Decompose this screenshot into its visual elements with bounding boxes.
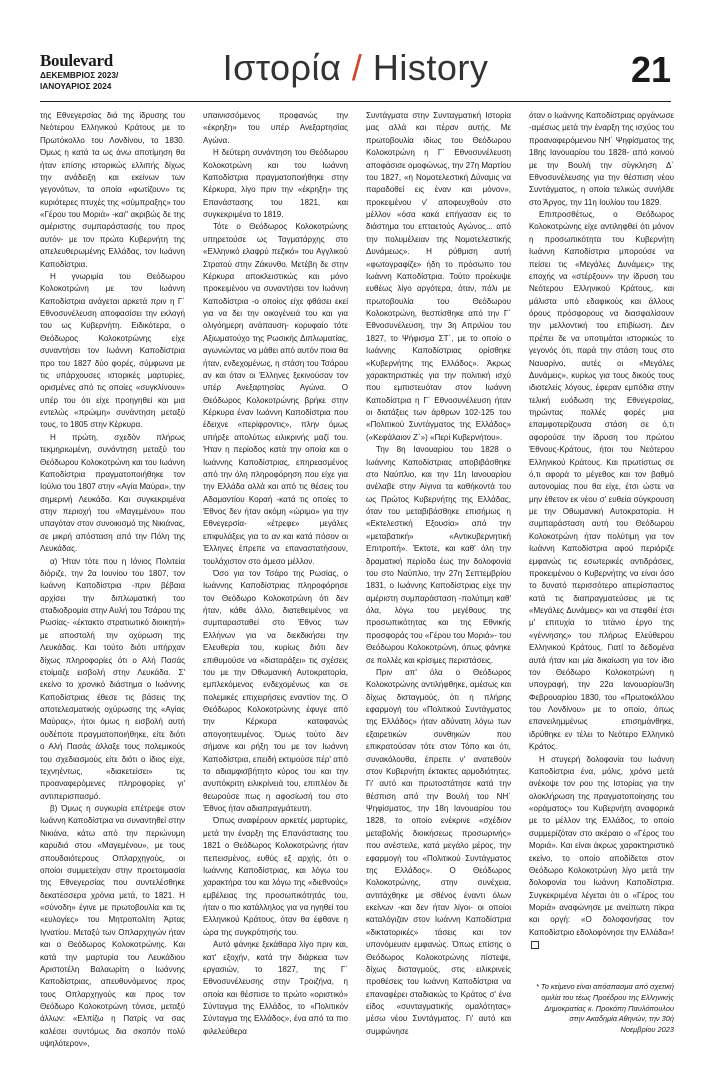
paragraph: της Εθνεγερσίας διά της ίδρυσης του Νεότερου Ελληνικού Κράτους με το Πρωτόκολλο του Λονδίνου, το 1830. Όμως η κατά τα ως άνω αποτίμηση θα ήταν επίσης ιστορικώς ελλιπής δίχως την ανάδειξη και εκείνων των γεγονότων, τα οποία «φωτίζουν» τις κυριότερες πτυχές της «σύμπραξης» του «Γέρου του Μοριά» -και" ακριβώς δε της αμέριστης συμπαράστασής του προς αυτόν- με τον πρώτο Κυβερνήτη της απελευθερωμένης Ελλάδας, τον Ιωάννη Καποδίστρια.	[40, 111, 185, 269]
paragraph: Η δεύτερη συνάντηση του Θεόδωρου Κολοκοτρώνη και του Ιωάννη Καποδίστρια πραγματοποιήθηκε στην Κέρκυρα, λίγο πριν την «έκρηξη» της Επανάστασης του 1821, και συγκεκριμένα το 1819.	[203, 148, 348, 219]
paragraph: Όσο για τον Τσάρο της Ρωσίας, ο Ιωάννης Καποδίστριας πληροφόρησε τον Θεόδωρο Κολοκοτρώνη ότι δεν ήταν, κάθε άλλο, διατεθειμένος να συμπαρασταθεί στο Έθνος των Ελλήνων για να διεκδικήσει την Ελευθερία του, κυρίως διότι δεν επιθυμούσε να «διαταράξει» τις σχέσεις του με την Οθωμανική Αυτοκρατορία, εμπλεκόμενος ενδεχομένως και σε πολεμικές επιχειρήσεις εναντίον της. Ο Θεόδωρος Κολοκοτρώνης έφυγε από την Κέρκυρα καταφανώς απογοητευμένος. Όμως τούτο δεν σήμανε και ρήξη του με τον Ιωάννη Καποδίστρια, επειδή εκτιμούσε πέρ' από το αδιαμφισβήτητο κύρος του και την ανυπόκριτη ειλικρίνειά του, επιπλέον δε θεωρούσε πως η αφοσίωσή του στο Έθνος ήταν αδιαπραγμάτευτη.	[203, 568, 348, 813]
text-column-4	[529, 110, 674, 1050]
section-title-english: History	[372, 47, 489, 88]
text-column-1	[40, 110, 185, 1050]
paragraph: Όπως αναφέρουν αρκετές μαρτυρίες, μετά την έναρξη της Επανάστασης του 1821 ο Θεόδωρος Κολοκοτρώνης ήταν πεπεισμένος, ευθύς εξ αρχής, ότι ο Ιωάννης Καποδίστριας, και λόγω του χαρακτήρα του και λόγω της «διεθνούς» εμβέλειας της προσωπικότητάς του, ήταν ο πιο κατάλληλος για να ηγηθεί του Ελληνικού Κράτους, όταν θα έφθανε η ώρα της συγκρότησής του.	[203, 816, 348, 937]
header-rule	[40, 101, 671, 102]
end-of-article-icon	[531, 941, 539, 949]
text-column-3	[366, 110, 511, 1050]
paragraph: β) Όμως η συγκυρία επέτρεψε στον Ιωάννη Καποδίστρια να συναντηθεί στην Νικιάνα, κάτω από την περιώνυμη καρυδιά στου «Μαγεμένου», με τους σπουδαιότερους Οπλαρχηγούς, οι οποίοι συμμετείχαν στην προετοιμασία της Εθνεγερσίας που συντελέσθηκε δεκατέσσερα χρόνια μετά, το 1821. Η «σύνοδη» έγινε με πρωτοβουλία και τις «ευλογίες» του Μητροπολίτη Άρτας Ιγνατίου. Μεταξύ των Οπλαρχηγών ήταν και ο Θεόδωρος Κολοκοτρώνης. Και κατά την μαρτυρία του Λευκάδιου Αριστοτέλη Βαλαωρίτη ο Ιωάννης Καποδίστριας, απευθυνόμενος προς τους Οπλαρχηγούς και προς τον Θεόδωρο Κολοκοτρώνη τόνισε, μεταξύ άλλων: «Ελπίζω η Πατρίς να σας καλέσει συντόμως δια σκοπόν πολύ υψηλότερον»,	[40, 804, 185, 1049]
text-column-2	[203, 110, 348, 1050]
issue-date-line2: ΙΑΝΟΥΑΡΙΟΣ 2024	[40, 81, 112, 91]
page-header	[40, 47, 671, 100]
magazine-logo: Boulevard	[40, 51, 113, 70]
footnote: * Το κείμενο είναι απόσπασμα από σχετική ομιλία του τέως Προέδρου της Ελληνικής Δημοκρατίας κ. Προκόπη Παυλόπουλου στην Ακαδημία Αθηνών, την 30ή Νοεμβρίου 2023	[535, 982, 674, 1035]
article-body	[40, 110, 674, 1050]
paragraph: Τότε ο Θεόδωρος Κολοκοτρώνης υπηρετούσε ως Ταγματάρχης στο «Ελληνικό ελαφρύ πεζικό» του Αγγλικού Στρατού στην Ζάκυνθο. Μετέβη δε στην Κέρκυρα αποκλειστικώς και μόνο προκειμένου να συναντήσει τον Ιωάννη Καποδίστρια -ο οποίος είχε φθάσει εκεί για να δει την οικογένειά του και για ολιγόημερη ανάπαυση- κορυφαίο τότε Αξιωματούχο της Ρωσικής Διπλωματίας, αγωνιώντας να μάθει από αυτόν ποια θα ήταν, ενδεχομένως, η στάση του Τσάρου αν και όταν οι Έλληνες ξεκινούσαν τον υπέρ Ανεξαρτησίας Αγώνα. Ο Θεόδωρος Κολοκοτρώνης βρήκε στην Κέρκυρα έναν Ιωάννη Καποδίστρια που έδειχνε «περίφροντις», πλην όμως υπήρξε απολύτως ειλικρινής μαζί του. Ήταν η περίοδος κατά την οποία και ο Ιωάννης Καποδίστριας, επηρεασμένος από την όλη πληροφόρηση που είχε για την Ελλάδα αλλά και από τις θέσεις του Αδαμαντίου Κοραή -κατά τις οποίες το Έθνος δεν ήταν ακόμη «ώριμο» για την Εθνεγερσία- «έτρεφε» μεγάλες επιφυλάξεις για το αν και κατά πόσον οι Έλληνες έπρεπε να επαναστατήσουν, τουλάχιστον στο άμεσο μέλλον.	[203, 222, 348, 566]
paragraph: Η πρώτη, σχεδόν πλήρως τεκμηριωμένη, συνάντηση μεταξύ του Θεόδωρου Κολοκοτρώνη και του Ιωάννη Καποδίστρια πραγματοποιήθηκε τον Ιούλιο του 1807 στην «Αγία Μαύρα», την σημερινή Λευκάδα. Και συγκεκριμένα στην περιοχή του «Μαγεμένου» που υπαγόταν στον συνοικισμό της Νικιάνας, σε μικρή απόσταση από την Πόλη της Λευκάδας.	[40, 432, 185, 554]
paragraph: Η γνωριμία του Θεόδωρου Κολοκοτρώνη με τον Ιωάννη Καποδίστρια ανάγεται αρκετά πριν η Γ΄ Εθνοσυνέλευση αποφασίσει την εκλογή του ως Κυβερνήτη. Ειδικότερα, ο Θεόδωρος Κολοκοτρώνης είχε συναντήσει τον Ιωάννη Καποδίστρια προ του 1827 δύο φορές, σύμφωνα με τις υπάρχουσες ιστορικές μαρτυρίες, ορισμένες από τις οποίες «συγκλίνουν» υπέρ του ότι είχε προηγηθεί και μια εντελώς «πρώιμη» συνάντηση μεταξύ τους, το 1805 στην Κέρκυρα.	[40, 271, 185, 430]
paragraph: υπαινισσόμενος προφανώς την «έκρηξη» του υπέρ Ανεξαρτησίας Αγώνα.	[203, 111, 348, 145]
section-title	[40, 46, 671, 90]
paragraph: Επιπροσθέτως, ο Θεόδωρος Κολοκοτρώνης είχε αντιληφθεί ότι μόνον η προσωπικότητα του Κυβερνήτη Ιωάννη Καποδίστρια μπορούσε να πείσει τις «Μεγάλες Δυνάμεις» της εποχής να «στέρξουν» την ίδρυση του Νεότερου Ελληνικού Κράτους, και μάλιστα υπό εδαφικούς και άλλους όρους πρόσφορους να διασφαλίσουν την μελλοντική του επιβίωση. Δεν πρέπει δε να υποτιμάται ιστορικώς το γεγονός ότι, παρά την στάση τους στο Ναυαρίνο, αυτές οι «Μεγάλες Δυνάμεις», κυρίως για τους δικούς τους ιδιοτελείς λόγους, έφεραν εμπόδια στην τελική ευόδωση της Εθνεγερσίας, τηρώντας πολλές φορές μια επαμφοτερίζουσα στάση σε ό,τι αφορούσε την ίδρυση του πρώτου Έθνους-Κράτους, ήτοι του Νεότερου Ελληνικού Κράτους. Και πρωτίστως σε ό,τι αφορά το μέγεθος και τον βαθμό αυτονομίας που θα είχε, έτσι ώστε να μην έθετον εκ νέου σ' ευθεία σύγκρουση με την Οθωμανική Αυτοκρατορία. Η συμπαράσταση αυτή του Θεόδωρου Κολοκοτρώνη ήταν πολύτιμη για τον Ιωάννη Καποδίστρια αφού περιόριζε εμφανώς τις εσωτερικές αντιδράσεις, προκειμένου ο Κυβερνήτης να είναι όσο το δυνατό περισσότερο απερίσπαστος κατά τις διαπραγματεύσεις με τις «Μεγάλες Δυνάμεις» και να στεφθεί έτσι μ' επιτυχία το τιτάνιο έργο της «γέννησης» του πλήρως Ελεύθερου Ελληνικού Κράτους. Γιατί το δεδομένα αυτά ήταν και μία δικαίωση για τον ίδιο τον Θεόδωρο Κολοκοτρώνη η υπογραφή, την 22α Ιανουαρίου/3η Φεβρουαρίου 1830, του «Πρωτοκόλλου του Λονδίνου» με το οποίο, όπως επανειλημμένως επισημάνθηκε, ιδρύθηκε εν τέλει το Νεότερο Ελληνικό Κράτος.	[529, 210, 674, 752]
page-number: 21	[630, 49, 671, 90]
paragraph: Συντάγματα στην Συνταγματική Ιστορία μας αλλά και πέραν αυτής. Με πρωτοβουλία ιδίως του Θεόδωρου Κολοκοτρώνη η Γ΄ Εθνοσυνέλευση αποφάσισε ομοφώνως, την 27η Μαρτίου του 1827, «η Νομοτελεστική Δύναμις να παραδοθεί εις έναν και μόνον», προκειμένου ν' αποφευχθούν στο μέλλον «όσα κακά επήγασαν εις το διάστημα του επταετούς Αγώνος... από την πολυμέλειαν της Νομοτελεστικής Δυνάμεως». Η ρύθμιση αυτή «φωτογραφίζε» ήδη το πρόσωπο του Ιωάννη Καποδίστρια. Τούτο προέκυψε ευθέως λίγο αργότερα, όταν, πάλι με πρωτοβουλία του Θεόδωρου Κολοκοτρώνη, θεσπίσθηκε από την Γ΄ Εθνοσυνέλευση, την 3η Απριλίου του 1827, το Ψήφισμα ΣΤ΄, με το οποίο ο Ιωάννης Καποδίστριας ορίσθηκε «Κυβερνήτης της Ελλάδος». Άκρως χαρακτηριστικές για την πολιτική ισχύ που εμπιστευόταν στον Ιωάννη Καποδίστρια η Γ΄ Εθνοσυνέλευση ήταν οι διατάξεις των άρθρων 102-125 του «Πολιτικού Συντάγματος της Ελλάδος» («Κεφάλαιον Ζ΄») «Περί Κυβερνήτου».	[366, 111, 511, 442]
section-title-separator: /	[351, 47, 363, 88]
paragraph: α) Ήταν τότε που η Ιόνιος Πολιτεία διόριζε, την 2α Ιουνίου του 1807, τον Ιωάννη Καποδίστρια -πριν βέβαια αρχίσει την διπλωματική του σταδιοδρομία στην Αυλή του Τσάρου της Ρωσίας- «έκτακτο στρατιωτικό διοικητή» με αποστολή την οχύρωση της Λευκάδας. Και τούτο διότι υπήρχαν δίχως πληροφορίες ότι ο Αλή Πασάς ετοίμαζε εισβολή στην Λευκάδα. Σ' εκείνο το χρονικό διάστημα ο Ιωάννης Καποδίστριας έθεσε τις βάσεις της αποτελεσματικής οχύρωσης της «Αγίας Μαύρας», ήτοι όμως η εισβολή αυτή ουδέποτε πραγματοποιήθηκε, είτε διότι ο Αλή Πασάς άλλαξε τους πολεμικούς του σχεδιασμούς είτε διότι ο ίδιος είχε, τεχνηέντως, «διακετείσει» τις προαναφερόμενες πληροφορίες γι' αντιπερισπασμό.	[40, 556, 185, 801]
paragraph: Αυτό φάνηκε ξεκάθαρα λίγο πριν και, κατ' εξοχήν, κατά την διάρκεια των εργασιών, το 1827, της Γ΄ Εθνοσυνέλευσης στην Τροιζήνα, η οποία και θέσπισε το πρώτο «οριστικό» Σύνταγμα της Ελλάδος, το «Πολιτικόν Σύνταγμα της Ελλάδος», ένα από τα πιο φιλελεύθερα	[203, 940, 348, 1036]
closing-paragraph	[529, 754, 674, 952]
closing-text: Η στυγερή δολοφονία του Ιωάννη Καποδίστρια ένα, μόλις, χρόνο μετά ανέκοψε τον ρου της Ιστορίας για την ολοκλήρωση της πραγματοποίησης του «οράματος» του Κυβερνήτη αναφορικά με το μέλλον της Ελλάδος, το οποίο συμμερίζόταν στο ακέραιο ο «Γέρος του Μοριά». Και είναι άκρως χαρακτηριστικό εκείνο, το οποίο αποδίδεται στον Θεόδωρο Κολοκοτρώνη λίγο μετά την δολοφονία του Ιωάννη Καποδίστρια. Συγκεκριμένα λέγεται ότι ο «Γέρος του Μοριά» αναφώνησε με ανείπωτη πίκρα και οργή: «Ο δολοφονήσας τον Καποδίστριο εδολοφόνησε την Ελλάδα»!	[529, 754, 674, 937]
paragraph: όταν ο Ιωάννης Καποδίστριας οργάνωσε -αμέσως μετά την έναρξη της ισχύος του προαναφερόμενου ΝΗ΄ Ψηφίσματος της 18ης Ιανουαρίου του 1828- από κοινού με την Βουλή την σύγκληση Δ΄ Εθνοσυνέλευσης για την θέσπιση νέου Συντάγματος, η οποία τελικώς συνήλθε στο Άργος, την 11η Ιουλίου του 1829.	[529, 111, 674, 207]
paragraph: Την 8η Ιανουαρίου του 1828 ο Ιωάννης Καποδίστριας αποβιβάσθηκε στο Ναύπλιο, και την 11η Ιανουαρίου ανέλαβε στην Αίγινα τα καθήκοντά του ως Πρώτος Κυβερνήτης της Ελλάδας, όταν του μεταβιβάσθηκε επισήμως η «Εκτελεστική Εξουσία» από την «μεταβατική» «Αντικυβερνητική Επιτροπή». Έκτοτε, και καθ' όλη την δραματική περίοδο έως την δολοφονία του στο Ναύπλιο, την 27η Σεπτεμβρίου 1831, ο Ιωάννης Καποδίστριας είχε την αμέριστη συμπαράσταση -πολύτιμη καθ' όλα, λόγω του μεγέθους της προσωπικότητας και της Εθνικής προσφοράς του «Γέρου του Μοριά»- του Θεόδωρου Κολοκοτρώνη, όπως φάνηκε σε πολλές και κρίσιμες περιστάσεις.	[366, 445, 511, 665]
section-title-greek: Ιστορία	[222, 47, 342, 88]
issue-date-line1: ΔΕΚΕΜΒΡΙΟΣ 2023/	[40, 70, 119, 80]
paragraph: Πριν απ' όλα ο Θεόδωρος Κολοκοτρώνης αντιλήφθηκε, αμέσως και δίχως δισταγμούς, ότι η πλήρης εφαρμογή του «Πολιτικού Συντάγματος της Ελλάδος» ήταν αδύνατη λόγω των εξαιρετικών συνθηκών που επικρατούσαν τότε στον Τόπο και ότι, συνακόλουθα, έπρεπε ν' ανατεθούν στον Κυβερνήτη έκτακτες αρμοδιότητες. Γι' αυτό και πρωτοστάτησε κατά την θέσπιση από την Βουλή του ΝΗ΄ Ψηφίσματος, την 18η Ιανουαρίου του 1828, το οποίο ενέκρινε «σχέδιον μεταβολής διοικήσεως προσωρινής» που ανέστειλε, κατά μεγάλο μέρος, την εφαρμογή του «Πολιτικού Συντάγματος της Ελλάδος». Ο Θεόδωρος Κολοκοτρώνης, στην συνέχεια, αντιτάχθηκε με σθένος έναντι όλων εκείνων -και δεν ήταν λίγοι- οι οποίοι καταλόγιζαν στον Ιωάννη Καποδίστρια «δικτατορικές» τάσεις και τον υπονόμευαν εμφανώς. Όπως επίσης ο Θεόδωρος Κολοκοτρώνης πίστεψε, δίχως δισταγμούς, στις ειλικρινείς προθέσεις του Ιωάννη Καποδίστρια να επαναφέρει σταδιακώς το Κράτος σ' ένα είδος «συνταγματικής ομαλότητας» μέσω νέου Συντάγματος. Γι' αυτό και συμφώνησε	[366, 667, 511, 1036]
